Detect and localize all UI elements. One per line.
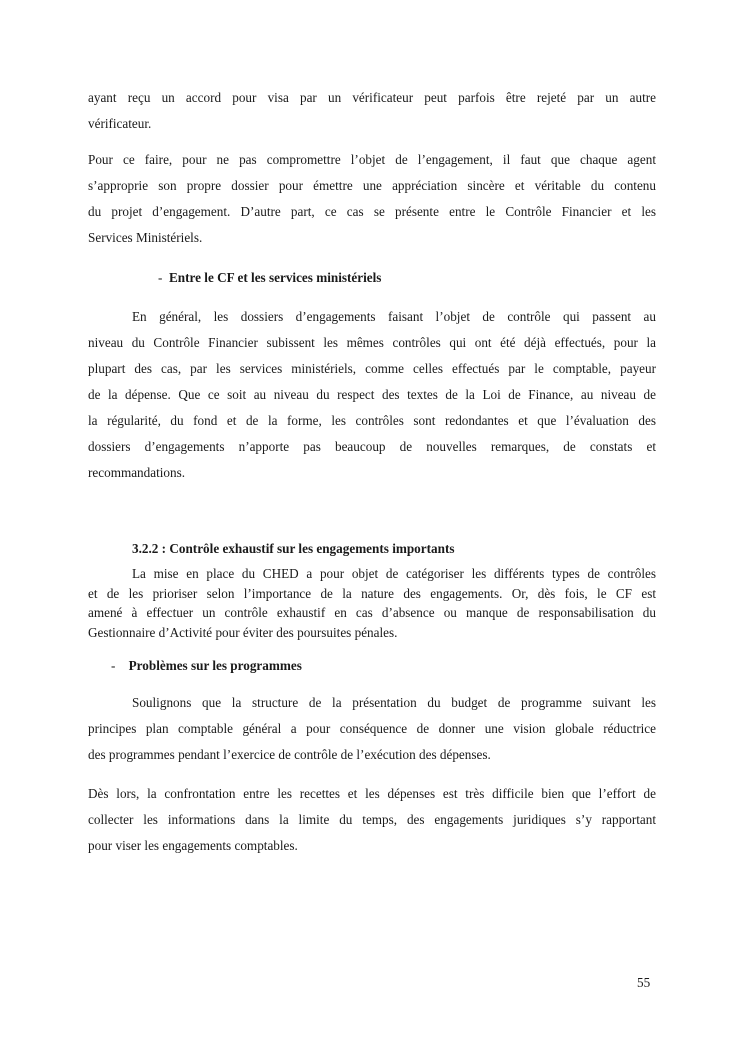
text-line: du projet d’engagement. D’autre part, ce cas se présente entre le Contrôle Financier et les: [88, 204, 656, 219]
text-line: niveau du Contrôle Financier subissent les mêmes contrôles qui ont été déjà effectués, pour la: [88, 335, 656, 350]
paragraph-continuation: [88, 85, 656, 137]
text-line: Soulignons que la structure de la présentation du budget de programme suivant les: [132, 695, 656, 710]
subheading-programmes: [111, 656, 302, 676]
text-line: Dès lors, la confrontation entre les recettes et les dépenses est très difficile bien que l’effort de: [88, 786, 656, 801]
text-line: la régularité, du fond et de la forme, les contrôles sont redondantes et que l’évaluation des: [88, 413, 656, 428]
subheading-text: Problèmes sur les programmes: [128, 658, 302, 673]
text-line: En général, les dossiers d’engagements faisant l’objet de contrôle qui passent au: [132, 309, 656, 324]
text-line: des programmes pendant l’exercice de contrôle de l’exécution des dépenses.: [88, 747, 491, 762]
section-heading: 3.2.2 : Contrôle exhaustif sur les engagements importants: [132, 541, 455, 556]
text-line: plupart des cas, par les services ministériels, comme celles effectués par le comptable, payeur: [88, 361, 656, 376]
text-line: recommandations.: [88, 465, 186, 480]
paragraph-ched: [88, 564, 656, 642]
text-line: La mise en place du CHED a pour objet de catégoriser les différents types de contrôles: [132, 566, 656, 581]
text-line: Gestionnaire d’Activité pour éviter des poursuites pénales.: [88, 624, 398, 640]
text-line: Services Ministériels.: [88, 230, 203, 245]
text-line: de la dépense. Que ce soit au niveau du respect des textes de la Loi de Finance, au niveau de: [88, 387, 656, 402]
paragraph-soulignons: [88, 690, 656, 768]
text-line: et de les prioriser selon l’importance de la nature des engagements. Or, dès fois, le CF est: [88, 585, 656, 601]
page-number: 55: [637, 975, 651, 990]
paragraph-des-lors: [88, 781, 656, 859]
text-line: Pour ce faire, pour ne pas compromettre l’objet de l’engagement, il faut que chaque agent: [88, 152, 656, 167]
text-line: pour viser les engagements comptables.: [88, 838, 298, 853]
text-line: dossiers d’engagements n’apporte pas beaucoup de nouvelles remarques, de constats et: [88, 439, 656, 454]
bullet-dash: -: [111, 658, 116, 673]
text-line: vérificateur.: [88, 116, 152, 131]
text-line: ayant reçu un accord pour visa par un vérificateur peut parfois être rejeté par un autre: [88, 90, 656, 105]
paragraph-compromettre: [88, 147, 656, 251]
text-line: collecter les informations dans la limite du temps, des engagements juridiques s’y rapportant: [88, 812, 656, 827]
subheading-text: Entre le CF et les services ministériels: [169, 270, 382, 285]
text-line: amené à effectuer un contrôle exhaustif en cas d’absence ou manque de responsabilisation du: [88, 605, 656, 620]
text-line: principes plan comptable général a pour conséquence de donner une vision globale réductrice: [88, 721, 656, 736]
subheading-cf-services: [158, 268, 381, 288]
text-line: s’approprie son propre dossier pour émettre une appréciation sincère et véritable du contenu: [88, 178, 656, 193]
bullet-dash: -: [158, 270, 163, 285]
paragraph-general: [88, 304, 656, 486]
